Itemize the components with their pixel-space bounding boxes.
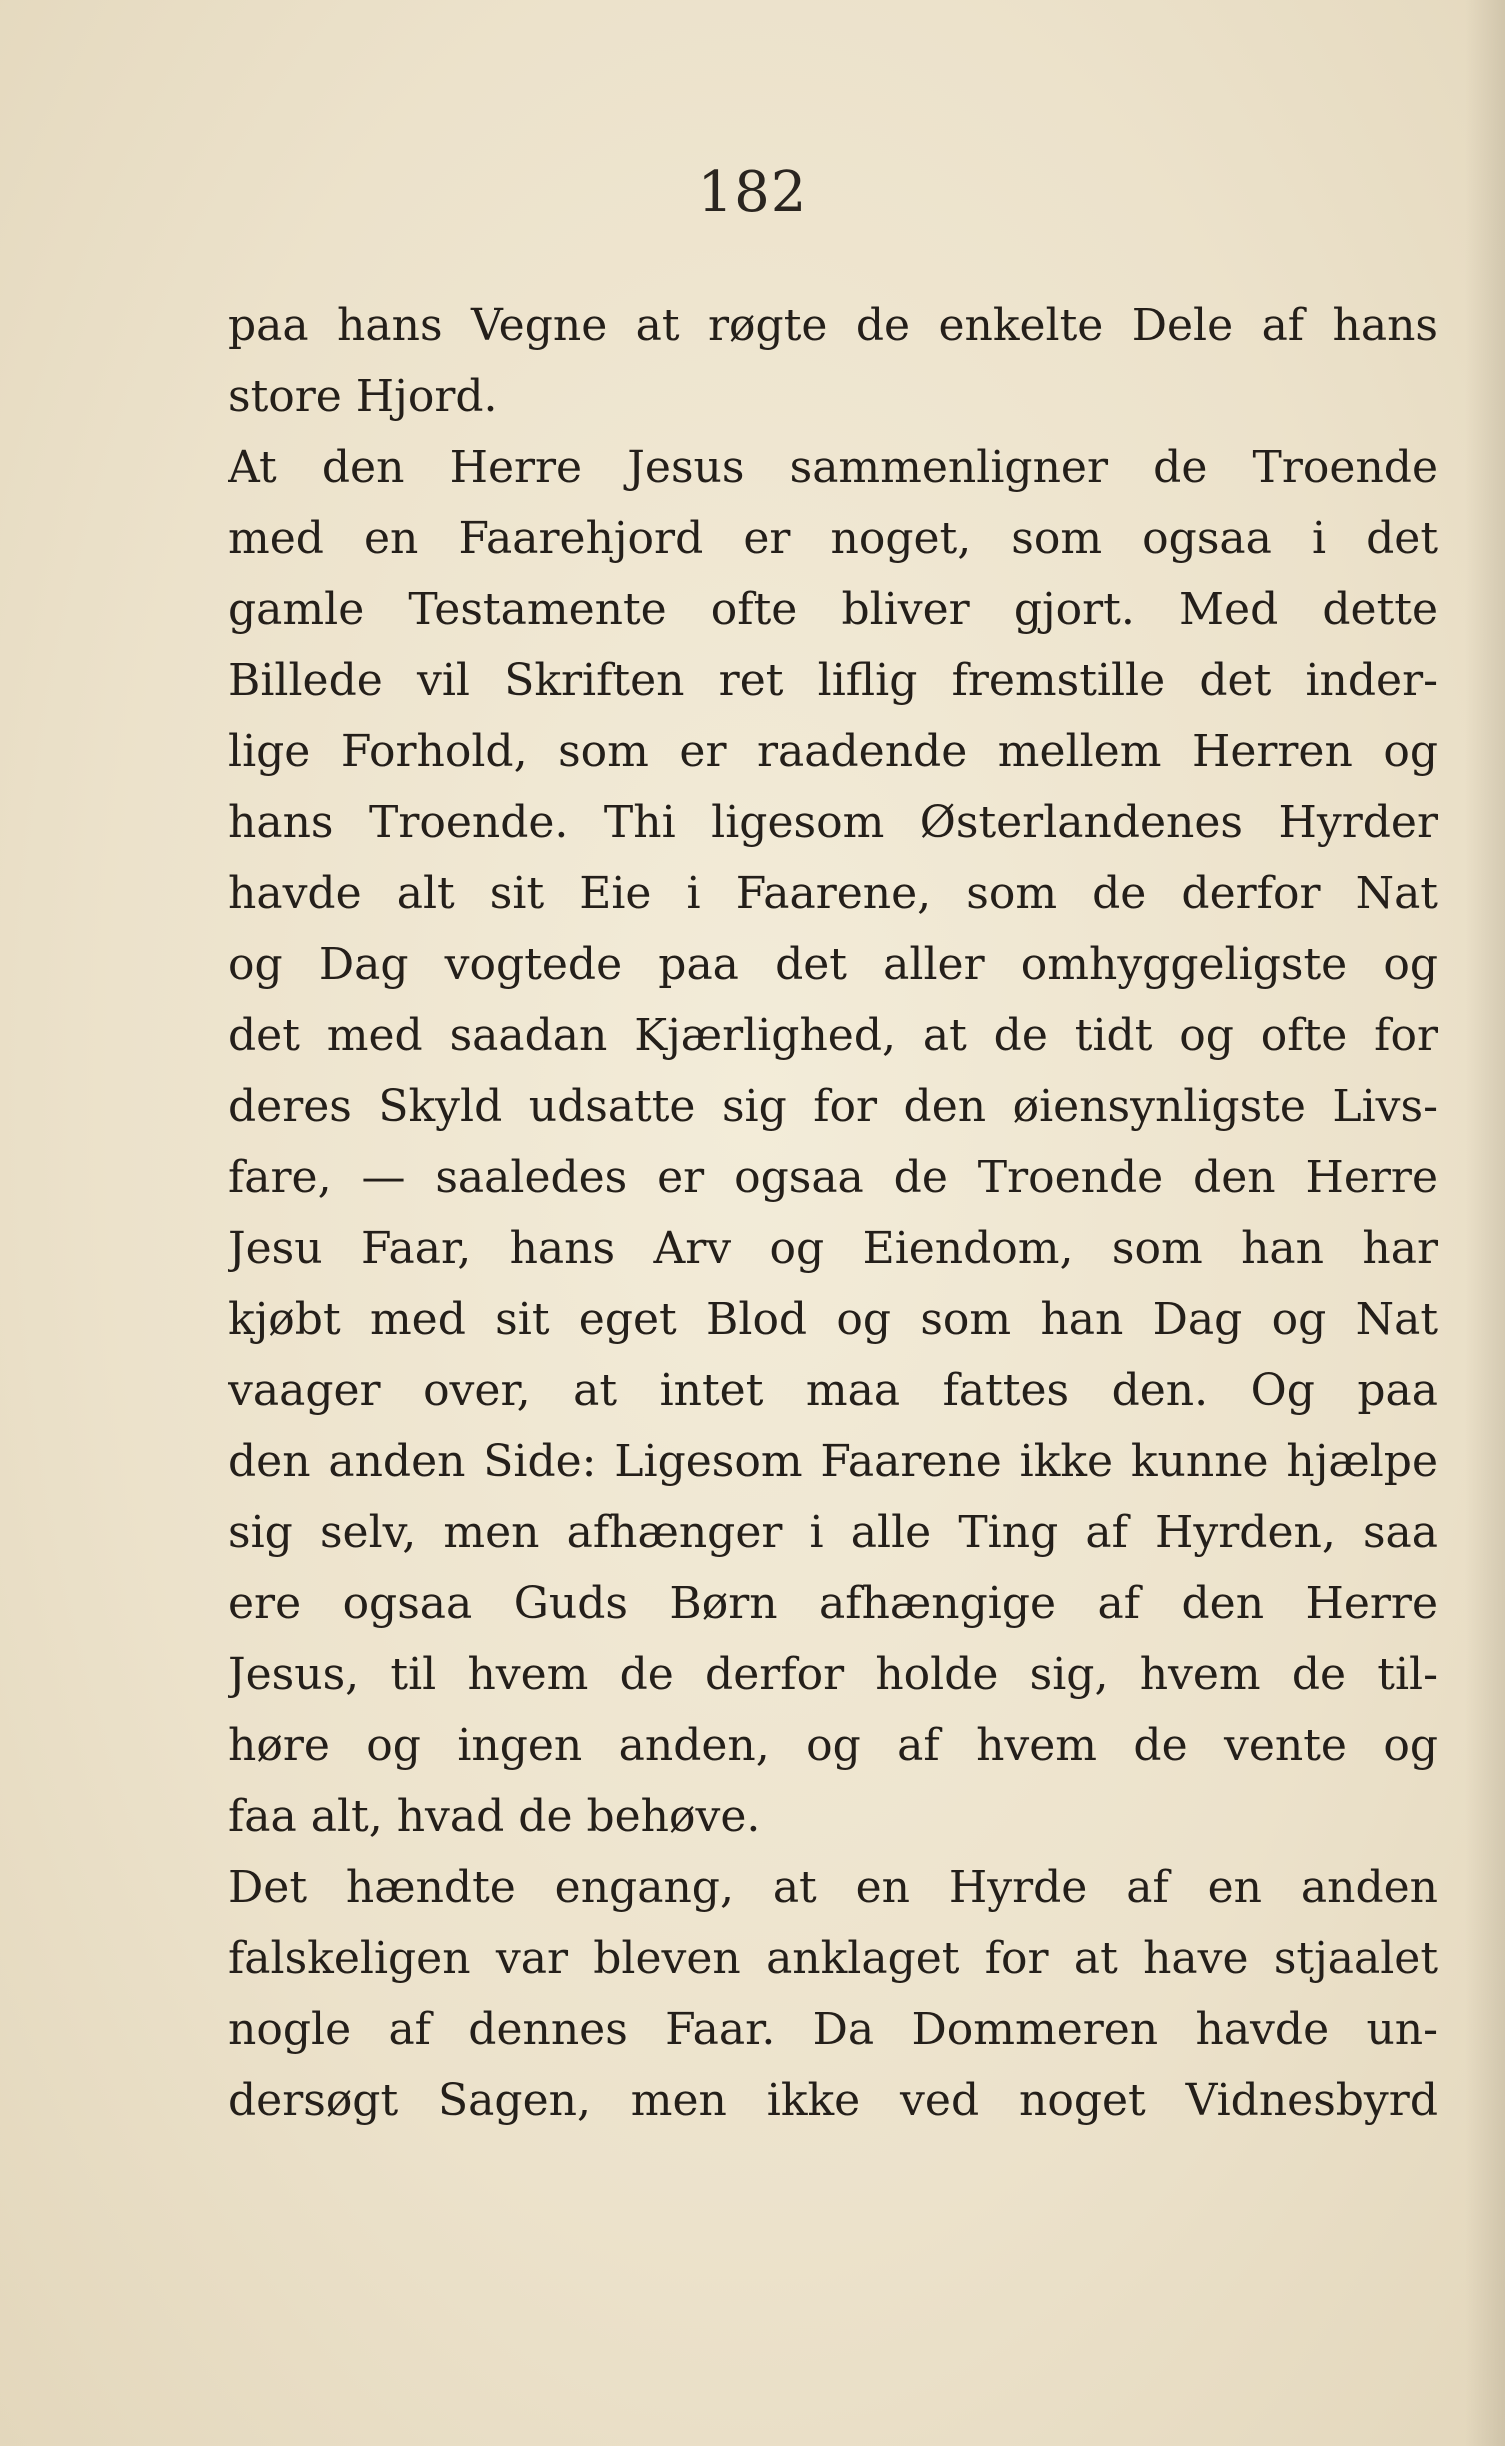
page-edge-shadow xyxy=(1465,0,1505,2446)
text-line: kjøbt med sit eget Blod og som han Dag og Nat xyxy=(228,1294,1438,1345)
text-line: vaager over, at intet maa fattes den. Og paa xyxy=(228,1365,1438,1416)
text-line: At den Herre Jesus sammenligner de Troende xyxy=(228,442,1438,493)
text-line: Billede vil Skriften ret liflig fremstille det inder- xyxy=(228,655,1438,706)
text-line: Jesu Faar, hans Arv og Eiendom, som han har xyxy=(228,1223,1438,1274)
text-line: nogle af dennes Faar. Da Dommeren havde un- xyxy=(228,2004,1438,2055)
text-line: fare, — saaledes er ogsaa de Troende den Herre xyxy=(228,1152,1438,1203)
text-line: deres Skyld udsatte sig for den øiensynligste Livs- xyxy=(228,1081,1438,1132)
text-line: falskeligen var bleven anklaget for at have stjaalet xyxy=(228,1933,1438,1984)
body-text xyxy=(228,290,1438,2136)
text-line: havde alt sit Eie i Faarene, som de derfor Nat xyxy=(228,868,1438,919)
text-line: ere ogsaa Guds Børn afhængige af den Herre xyxy=(228,1578,1438,1629)
text-line: den anden Side: Ligesom Faarene ikke kunne hjælpe xyxy=(228,1436,1438,1487)
text-line: høre og ingen anden, og af hvem de vente og xyxy=(228,1720,1438,1771)
text-line: Det hændte engang, at en Hyrde af en anden xyxy=(228,1862,1438,1913)
text-line: med en Faarehjord er noget, som ogsaa i det xyxy=(228,513,1438,564)
text-line: store Hjord. xyxy=(228,371,498,422)
text-line: faa alt, hvad de behøve. xyxy=(228,1791,761,1842)
text-line: dersøgt Sagen, men ikke ved noget Vidnesbyrd xyxy=(228,2075,1438,2126)
text-line: lige Forhold, som er raadende mellem Herren og xyxy=(228,726,1438,777)
text-line: sig selv, men afhænger i alle Ting af Hyrden, saa xyxy=(228,1507,1438,1558)
text-line: og Dag vogtede paa det aller omhyggeligste og xyxy=(228,939,1438,990)
text-line: gamle Testamente ofte bliver gjort. Med dette xyxy=(228,584,1438,635)
text-line: paa hans Vegne at røgte de enkelte Dele af hans xyxy=(228,300,1438,351)
text-line: det med saadan Kjærlighed, at de tidt og ofte for xyxy=(228,1010,1438,1061)
text-line: hans Troende. Thi ligesom Østerlandenes Hyrder xyxy=(228,797,1438,848)
text-line: Jesus, til hvem de derfor holde sig, hvem de til- xyxy=(228,1649,1438,1700)
page-number: 182 xyxy=(697,160,808,225)
